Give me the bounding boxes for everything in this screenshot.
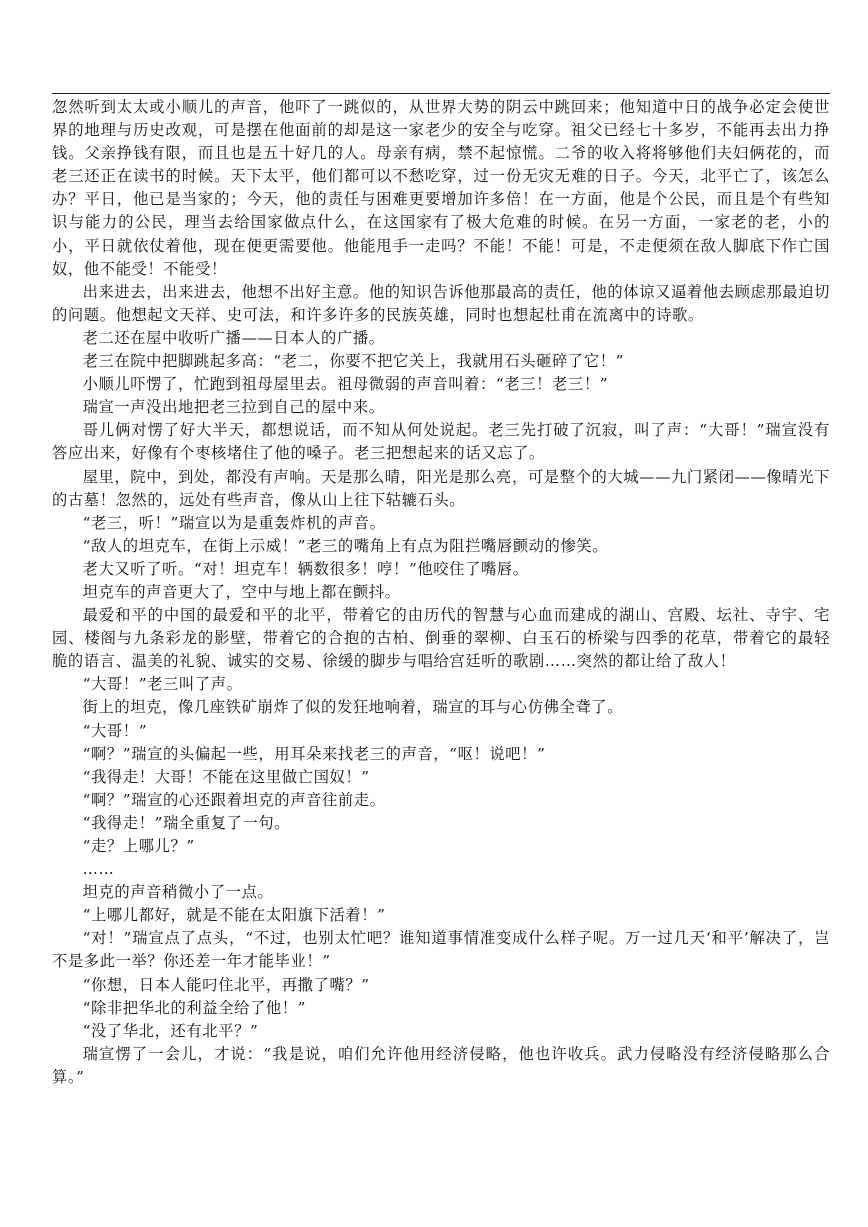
paragraph: “老三，听！”瑞宣以为是重轰炸机的声音。 (82, 513, 386, 532)
paragraph: “没了华北，还有北平？” (82, 1021, 259, 1040)
paragraph: 瑞宣一声没出地把老三拉到自己的屋中来。 (82, 398, 385, 417)
paragraph: “敌人的坦克车，在街上示威！”老三的嘴角上有点为阻拦嘴唇颤动的惨笑。 (82, 536, 609, 555)
paragraph: 老大又听了听。“对！坦克车！辆数很多！哼！”他咬住了嘴唇。 (82, 559, 529, 578)
paragraph: “啊？”瑞宣的心还跟着坦克的声音往前走。 (82, 790, 386, 809)
paragraph: 忽然听到太太或小顺儿的声音，他吓了一跳似的，从世界大势的阴云中跳回来；他知道中日的战争必定会使世界的地理与历史改观，可是摆在他面前的却是这一家老少的安全与吃穿。祖父已经七十多岁，不能再去出力挣钱。父亲挣钱有限，而且也是五十好几的人。母亲有病，禁不起惊慌。二爷的收入将将够他们夫妇俩花的，而老三还正在读书的时候。天下太平，他们都可以不愁吃穿，过一份无灾无难的日子。今天，北平亡了，该怎么办？平日，他已是当家的；今天，他的责任与困难更要增加许多倍！在一方面，他是个公民，而且是个有些知识与能力的公民，理当去给国家做点什么，在这国家有了极大危难的时候。在另一方面，一家老的老，小的小，平日就依仗着他，现在便更需要他。他能甩手一走吗？不能！不能！可是，不走便须在敌人脚底下作亡国奴，他不能受！不能受！ (52, 98, 830, 278)
paragraph: 瑞宣愣了一会儿，才说：“我是说，咱们允许他用经济侵略，他也许收兵。武力侵略没有经济侵略那么合算。” (52, 1044, 830, 1086)
paragraph: 老三在院中把脚跳起多高：“老二，你要不把它关上，我就用石头砸碎了它！” (82, 352, 625, 371)
paragraph: …… (82, 860, 115, 879)
body-text (52, 96, 830, 1089)
paragraph: “对！”瑞宣点了点头，“不过，也别太忙吧？谁知道事情准变成什么样子呢。万一过几天‘和平’解决了，岂不是多此一举？你还差一年才能毕业！” (52, 929, 830, 971)
paragraph: “走？上哪儿？” (82, 837, 195, 855)
paragraph: 哥儿俩对愣了好大半天，都想说话，而不知从何处说起。老三先打破了沉寂，叫了声：“大哥！”瑞宣没有答应出来，好像有个枣核堵住了他的嗓子。老三把想起来的话又忘了。 (52, 421, 830, 463)
paragraph: 屋里，院中，到处，都没有声响。天是那么晴，阳光是那么亮，可是整个的大城——九门紧闭——像晴光下的古墓！忽然的，远处有些声音，像从山上往下轱辘石头。 (52, 467, 830, 509)
paragraph: “你想，日本人能叼住北平，再撒了嘴？” (82, 975, 370, 994)
paragraph: “大哥！”老三叫了声。 (82, 675, 243, 694)
paragraph: 坦克车的声音更大了，空中与地上都在颤抖。 (82, 582, 401, 601)
paragraph: “我得走！”瑞全重复了一句。 (82, 813, 291, 832)
paragraph: “除非把华北的利益全给了他！” (82, 998, 307, 1017)
header-rule (52, 93, 830, 94)
paragraph: “大哥！” (82, 721, 148, 740)
paragraph: 坦克的声音稍微小了一点。 (82, 883, 274, 902)
paragraph: 出来进去，出来进去，他想不出好主意。他的知识告诉他那最高的责任，他的体谅又逼着他去顾虑那最迫切的问题。他想起文天祥、史可法，和许多许多的民族英雄，同时也想起杜甫在流离中的诗歌。 (52, 282, 830, 324)
paragraph: 老二还在屋中收听广播——日本人的广播。 (82, 328, 385, 347)
paragraph: “我得走！大哥！不能在这里做亡国奴！” (82, 767, 370, 786)
paragraph: “上哪儿都好，就是不能在太阳旗下活着！” (82, 906, 386, 925)
paragraph: 街上的坦克，像几座铁矿崩炸了似的发狂地响着，瑞宣的耳与心仿佛全聋了。 (82, 698, 624, 717)
paragraph: 小顺儿吓愣了，忙跑到祖母屋里去。祖母微弱的声音叫着：“老三！老三！” (82, 375, 609, 394)
paragraph: “啊？”瑞宣的头偏起一些，用耳朵来找老三的声音，“呕！说吧！” (82, 744, 546, 763)
paragraph: 最爱和平的中国的最爱和平的北平，带着它的由历代的智慧与心血而建成的湖山、宫殿、坛社、寺宇、宅园、楼阁与九条彩龙的影壁，带着它的合抱的古柏、倒垂的翠柳、白玉石的桥梁与四季的花草，带着它的最轻脆的语言、温美的礼貌、诚实的交易、徐缓的脚步与唱给宫廷听的歌剧……突然的都让给了敌人！ (52, 606, 830, 671)
